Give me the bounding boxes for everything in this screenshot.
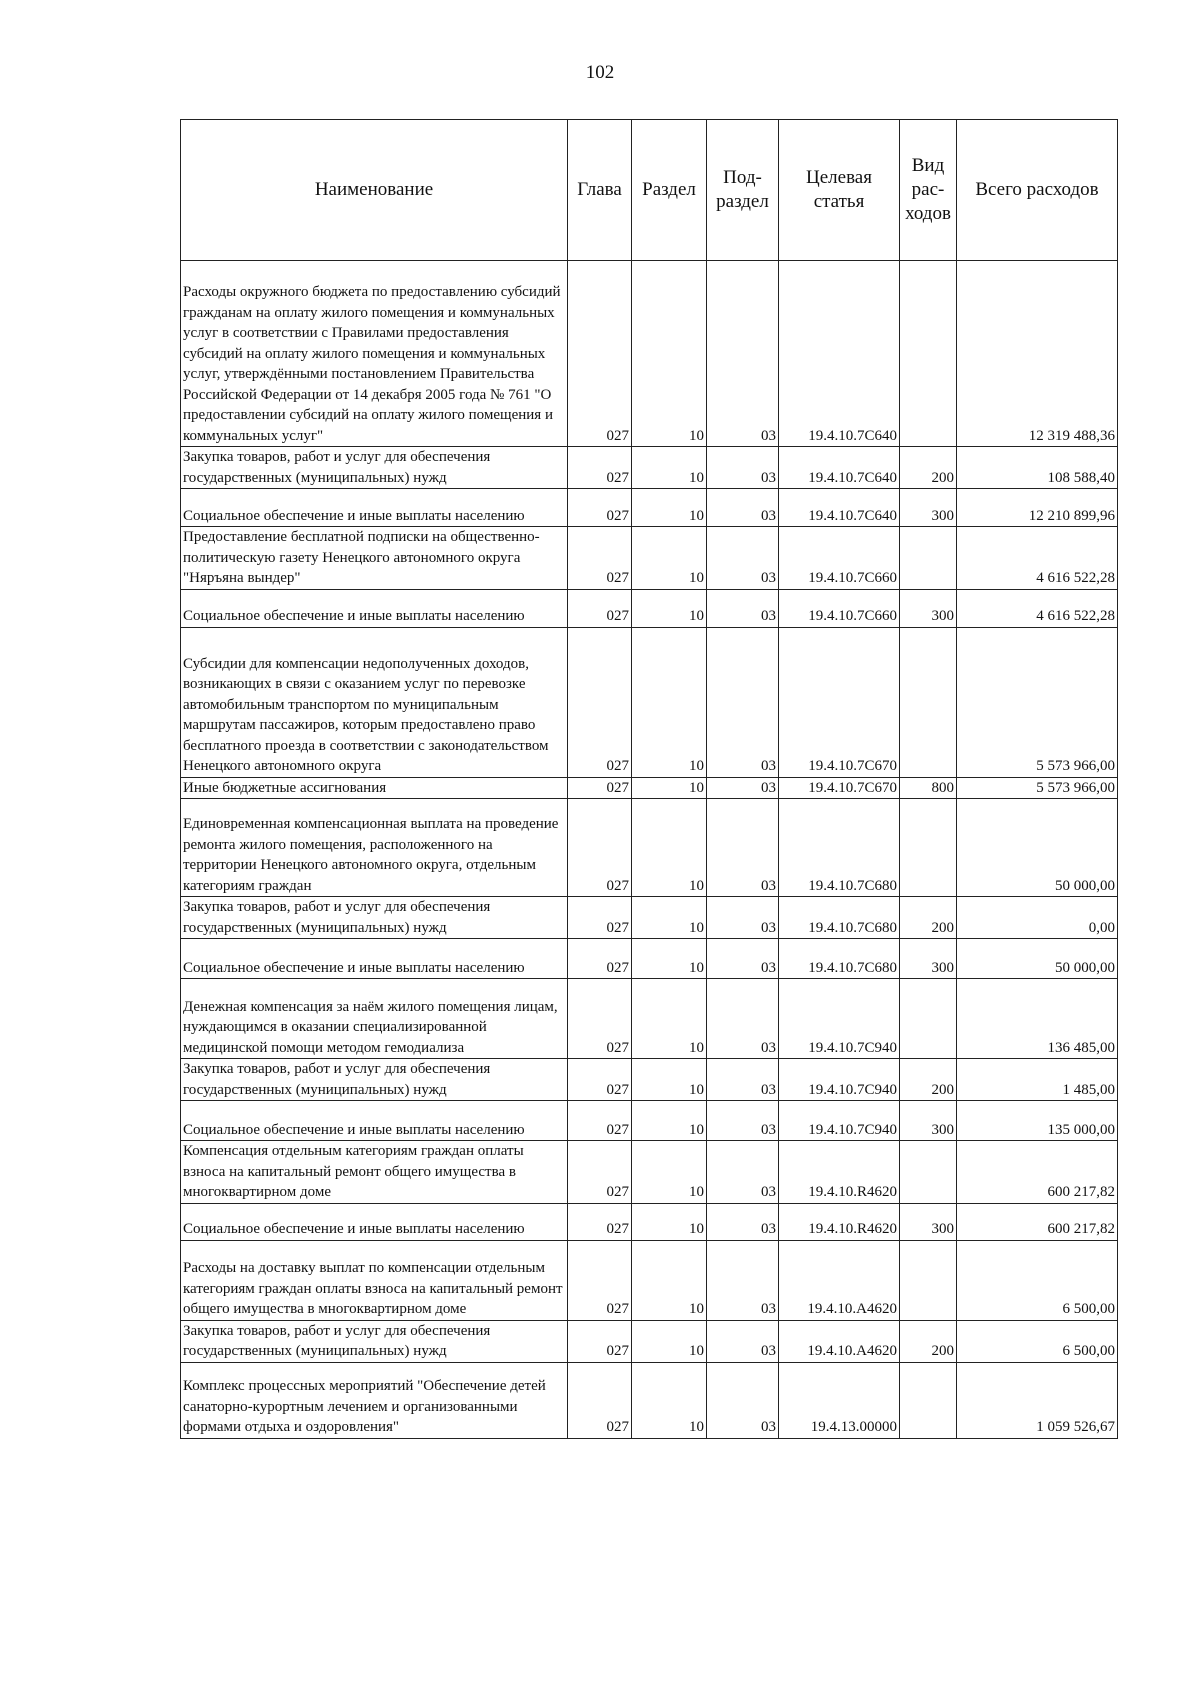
row-vsego: 6 500,00 <box>957 1240 1118 1320</box>
row-vid-rashodov: 300 <box>900 1101 957 1141</box>
row-vid-rashodov: 200 <box>900 447 957 489</box>
row-name: Единовременная компенсационная выплата на проведение ремонта жилого помещения, расположенного на территории Ненецкого автономного округа, отдельным категориям граждан <box>181 799 568 897</box>
row-name: Денежная компенсация за наём жилого помещения лицам, нуждающимся в оказании специализированной медицинской помощи методом гемодиализа <box>181 979 568 1059</box>
row-vsego: 4 616 522,28 <box>957 589 1118 627</box>
row-razdel: 10 <box>632 627 707 777</box>
row-podrazdel: 03 <box>707 589 779 627</box>
row-name: Закупка товаров, работ и услуг для обеспечения государственных (муниципальных) нужд <box>181 1059 568 1101</box>
row-podrazdel: 03 <box>707 1240 779 1320</box>
row-vid-rashodov: 300 <box>900 489 957 527</box>
row-podrazdel: 03 <box>707 1203 779 1240</box>
table-row <box>181 527 1118 590</box>
row-celevaya-statya: 19.4.10.7С660 <box>779 589 900 627</box>
row-name: Иные бюджетные ассигнования <box>181 777 568 799</box>
row-vsego: 1 059 526,67 <box>957 1362 1118 1438</box>
table-row <box>181 1320 1118 1362</box>
row-razdel: 10 <box>632 1059 707 1101</box>
table-row <box>181 1203 1118 1240</box>
row-glava: 027 <box>568 589 632 627</box>
row-vsego: 600 217,82 <box>957 1203 1118 1240</box>
row-razdel: 10 <box>632 1203 707 1240</box>
row-name: Расходы окружного бюджета по предоставлению субсидий гражданам на оплату жилого помещения и коммунальных услуг в соответствии с Правилами предоставления субсидий на оплату жилого помещения и коммунальных услуг, утверждёнными постановлением Правительства Российской Федерации от 14 декабря 2005 года № 761 "О предоставлении субсидий на оплату жилого помещения и коммунальных услуг" <box>181 261 568 447</box>
row-celevaya-statya: 19.4.10.7С640 <box>779 489 900 527</box>
row-glava: 027 <box>568 261 632 447</box>
row-podrazdel: 03 <box>707 799 779 897</box>
row-vid-rashodov <box>900 799 957 897</box>
table-row <box>181 447 1118 489</box>
row-celevaya-statya: 19.4.10.7С660 <box>779 527 900 590</box>
row-celevaya-statya: 19.4.10.R4620 <box>779 1141 900 1204</box>
row-podrazdel: 03 <box>707 1362 779 1438</box>
row-podrazdel: 03 <box>707 447 779 489</box>
table-row <box>181 489 1118 527</box>
row-vsego: 6 500,00 <box>957 1320 1118 1362</box>
row-celevaya-statya: 19.4.10.А4620 <box>779 1320 900 1362</box>
row-vid-rashodov: 300 <box>900 1203 957 1240</box>
row-podrazdel: 03 <box>707 897 779 939</box>
row-vsego: 0,00 <box>957 897 1118 939</box>
table-row <box>181 799 1118 897</box>
row-vsego: 600 217,82 <box>957 1141 1118 1204</box>
row-podrazdel: 03 <box>707 627 779 777</box>
row-celevaya-statya: 19.4.10.7С940 <box>779 1059 900 1101</box>
row-razdel: 10 <box>632 939 707 979</box>
row-celevaya-statya: 19.4.10.R4620 <box>779 1203 900 1240</box>
row-vid-rashodov <box>900 979 957 1059</box>
row-name: Социальное обеспечение и иные выплаты населению <box>181 939 568 979</box>
row-vsego: 135 000,00 <box>957 1101 1118 1141</box>
row-glava: 027 <box>568 1101 632 1141</box>
row-podrazdel: 03 <box>707 939 779 979</box>
row-glava: 027 <box>568 1141 632 1204</box>
table-row <box>181 589 1118 627</box>
header-name: Наименование <box>181 120 568 261</box>
row-glava: 027 <box>568 939 632 979</box>
row-podrazdel: 03 <box>707 261 779 447</box>
row-vid-rashodov: 300 <box>900 939 957 979</box>
row-celevaya-statya: 19.4.10.7С680 <box>779 799 900 897</box>
row-vid-rashodov: 200 <box>900 1059 957 1101</box>
row-celevaya-statya: 19.4.10.7С680 <box>779 939 900 979</box>
row-razdel: 10 <box>632 589 707 627</box>
table-row <box>181 1059 1118 1101</box>
header-razdel: Раздел <box>632 120 707 261</box>
row-glava: 027 <box>568 799 632 897</box>
budget-table <box>180 119 1118 1439</box>
table-row <box>181 939 1118 979</box>
row-glava: 027 <box>568 1362 632 1438</box>
row-razdel: 10 <box>632 489 707 527</box>
row-glava: 027 <box>568 1240 632 1320</box>
row-vsego: 5 573 966,00 <box>957 627 1118 777</box>
row-podrazdel: 03 <box>707 527 779 590</box>
row-celevaya-statya: 19.4.10.7С680 <box>779 897 900 939</box>
row-razdel: 10 <box>632 979 707 1059</box>
row-name: Социальное обеспечение и иные выплаты населению <box>181 589 568 627</box>
row-celevaya-statya: 19.4.10.7С640 <box>779 447 900 489</box>
row-razdel: 10 <box>632 897 707 939</box>
row-name: Социальное обеспечение и иные выплаты населению <box>181 489 568 527</box>
row-podrazdel: 03 <box>707 1101 779 1141</box>
row-name: Закупка товаров, работ и услуг для обеспечения государственных (муниципальных) нужд <box>181 1320 568 1362</box>
row-podrazdel: 03 <box>707 777 779 799</box>
row-name: Закупка товаров, работ и услуг для обеспечения государственных (муниципальных) нужд <box>181 447 568 489</box>
row-vid-rashodov <box>900 261 957 447</box>
row-podrazdel: 03 <box>707 489 779 527</box>
row-glava: 027 <box>568 627 632 777</box>
row-name: Закупка товаров, работ и услуг для обеспечения государственных (муниципальных) нужд <box>181 897 568 939</box>
row-name: Субсидии для компенсации недополученных доходов, возникающих в связи с оказанием услуг по перевозке автомобильным транспортом по муниципальным маршрутам пассажиров, которым предоставлено право бесплатного проезда в соответствии с законодательством Ненецкого автономного округа <box>181 627 568 777</box>
row-razdel: 10 <box>632 527 707 590</box>
table-row <box>181 979 1118 1059</box>
row-razdel: 10 <box>632 799 707 897</box>
header-celevaya-statya: Целевая статья <box>779 120 900 261</box>
table-body <box>181 261 1118 1439</box>
row-vid-rashodov <box>900 1362 957 1438</box>
header-podrazdel: Под- раздел <box>707 120 779 261</box>
row-glava: 027 <box>568 1320 632 1362</box>
header-glava: Глава <box>568 120 632 261</box>
table-row <box>181 777 1118 799</box>
row-vid-rashodov <box>900 1141 957 1204</box>
row-vid-rashodov: 800 <box>900 777 957 799</box>
row-celevaya-statya: 19.4.10.7С670 <box>779 627 900 777</box>
table-row <box>181 897 1118 939</box>
row-celevaya-statya: 19.4.10.7С670 <box>779 777 900 799</box>
row-vid-rashodov: 200 <box>900 897 957 939</box>
row-razdel: 10 <box>632 777 707 799</box>
row-vsego: 108 588,40 <box>957 447 1118 489</box>
header-vsego: Всего расходов <box>957 120 1118 261</box>
row-vsego: 50 000,00 <box>957 799 1118 897</box>
row-razdel: 10 <box>632 1141 707 1204</box>
row-name: Социальное обеспечение и иные выплаты населению <box>181 1101 568 1141</box>
row-celevaya-statya: 19.4.10.А4620 <box>779 1240 900 1320</box>
row-podrazdel: 03 <box>707 979 779 1059</box>
row-vid-rashodov <box>900 527 957 590</box>
row-celevaya-statya: 19.4.10.7С940 <box>779 1101 900 1141</box>
row-glava: 027 <box>568 979 632 1059</box>
row-vsego: 12 210 899,96 <box>957 489 1118 527</box>
row-celevaya-statya: 19.4.10.7С640 <box>779 261 900 447</box>
table-row <box>181 1141 1118 1204</box>
row-podrazdel: 03 <box>707 1059 779 1101</box>
row-vid-rashodov: 300 <box>900 589 957 627</box>
table-row <box>181 1240 1118 1320</box>
row-glava: 027 <box>568 1059 632 1101</box>
row-razdel: 10 <box>632 1101 707 1141</box>
row-glava: 027 <box>568 897 632 939</box>
row-vid-rashodov <box>900 627 957 777</box>
table-row <box>181 261 1118 447</box>
table-header-row <box>181 120 1118 261</box>
row-razdel: 10 <box>632 261 707 447</box>
row-vsego: 136 485,00 <box>957 979 1118 1059</box>
row-vsego: 1 485,00 <box>957 1059 1118 1101</box>
header-vid-rashodov: Вид рас- ходов <box>900 120 957 261</box>
row-podrazdel: 03 <box>707 1320 779 1362</box>
row-glava: 027 <box>568 527 632 590</box>
row-glava: 027 <box>568 1203 632 1240</box>
row-glava: 027 <box>568 777 632 799</box>
table-row <box>181 1362 1118 1438</box>
row-name: Предоставление бесплатной подписки на общественно-политическую газету Ненецкого автономного округа "Няръяна вындер" <box>181 527 568 590</box>
row-celevaya-statya: 19.4.13.00000 <box>779 1362 900 1438</box>
row-razdel: 10 <box>632 1362 707 1438</box>
row-glava: 027 <box>568 489 632 527</box>
row-vid-rashodov: 200 <box>900 1320 957 1362</box>
row-podrazdel: 03 <box>707 1141 779 1204</box>
row-vsego: 5 573 966,00 <box>957 777 1118 799</box>
row-name: Расходы на доставку выплат по компенсации отдельным категориям граждан оплаты взноса на капитальный ремонт общего имущества в многоквартирном доме <box>181 1240 568 1320</box>
row-vid-rashodov <box>900 1240 957 1320</box>
table-row <box>181 627 1118 777</box>
row-glava: 027 <box>568 447 632 489</box>
row-razdel: 10 <box>632 1320 707 1362</box>
page-number: 102 <box>585 62 615 83</box>
row-celevaya-statya: 19.4.10.7С940 <box>779 979 900 1059</box>
row-vsego: 4 616 522,28 <box>957 527 1118 590</box>
row-razdel: 10 <box>632 1240 707 1320</box>
row-vsego: 12 319 488,36 <box>957 261 1118 447</box>
row-name: Социальное обеспечение и иные выплаты населению <box>181 1203 568 1240</box>
table-row <box>181 1101 1118 1141</box>
row-vsego: 50 000,00 <box>957 939 1118 979</box>
row-name: Компенсация отдельным категориям граждан оплаты взноса на капитальный ремонт общего имущества в многоквартирном доме <box>181 1141 568 1204</box>
row-name: Комплекс процессных мероприятий "Обеспечение детей санаторно-курортным лечением и организованными формами отдыха и оздоровления" <box>181 1362 568 1438</box>
row-razdel: 10 <box>632 447 707 489</box>
